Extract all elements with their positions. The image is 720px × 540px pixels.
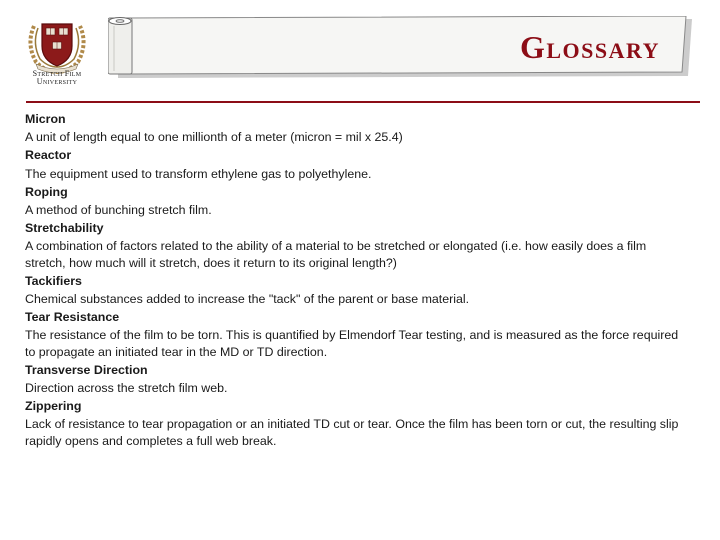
glossary-entry	[25, 362, 687, 396]
glossary-term: Tackifiers	[25, 273, 82, 288]
header-divider	[26, 101, 700, 103]
glossary-entry	[25, 398, 687, 449]
glossary-term: Micron	[25, 112, 66, 126]
logo-text	[22, 70, 92, 86]
glossary-term: Zippering	[25, 399, 82, 414]
glossary-entry	[25, 309, 687, 360]
logo-text-line1: Stretch Film	[32, 69, 82, 78]
glossary-definition: Lack of resistance to tear propagation or an initiated TD cut or tear. Once the film has been torn or cut, the resulting slip rapidly opens and completes a full web break.	[25, 417, 679, 448]
glossary-definition: The resistance of the film to be torn. This is quantified by Elmendorf Tear testing, and is measured as the force required to propagate an initiated tear in the MD or TD direction.	[25, 328, 679, 359]
university-crest-logo	[22, 14, 92, 94]
glossary-definition: A unit of length equal to one millionth of a meter (micron = mil x 25.4)	[25, 130, 403, 145]
glossary-list	[25, 111, 687, 451]
glossary-definition: A combination of factors related to the ability of a material to be stretched or elongated (i.e. how easily does a film stretch, how much will it stretch, does it return to its original length?)	[25, 239, 647, 270]
glossary-entry	[25, 111, 687, 145]
glossary-definition: Direction across the stretch film web.	[25, 381, 228, 396]
glossary-definition: Chemical substances added to increase the "tack" of the parent or base material.	[25, 292, 470, 307]
glossary-entry	[25, 220, 687, 271]
crest-icon	[22, 14, 92, 76]
glossary-entry	[25, 147, 687, 181]
glossary-term: Reactor	[25, 148, 72, 163]
page-title: Glossary	[519, 29, 660, 65]
logo-text-line2: University	[36, 77, 78, 86]
glossary-definition: A method of bunching stretch film.	[25, 203, 212, 218]
glossary-term: Tear Resistance	[25, 310, 120, 325]
glossary-entry	[25, 184, 687, 218]
glossary-term: Roping	[25, 184, 68, 199]
glossary-term: Transverse Direction	[25, 362, 148, 377]
glossary-entry	[25, 273, 687, 307]
glossary-term: Stretchability	[25, 221, 104, 236]
glossary-definition: The equipment used to transform ethylene gas to polyethylene.	[25, 166, 372, 181]
